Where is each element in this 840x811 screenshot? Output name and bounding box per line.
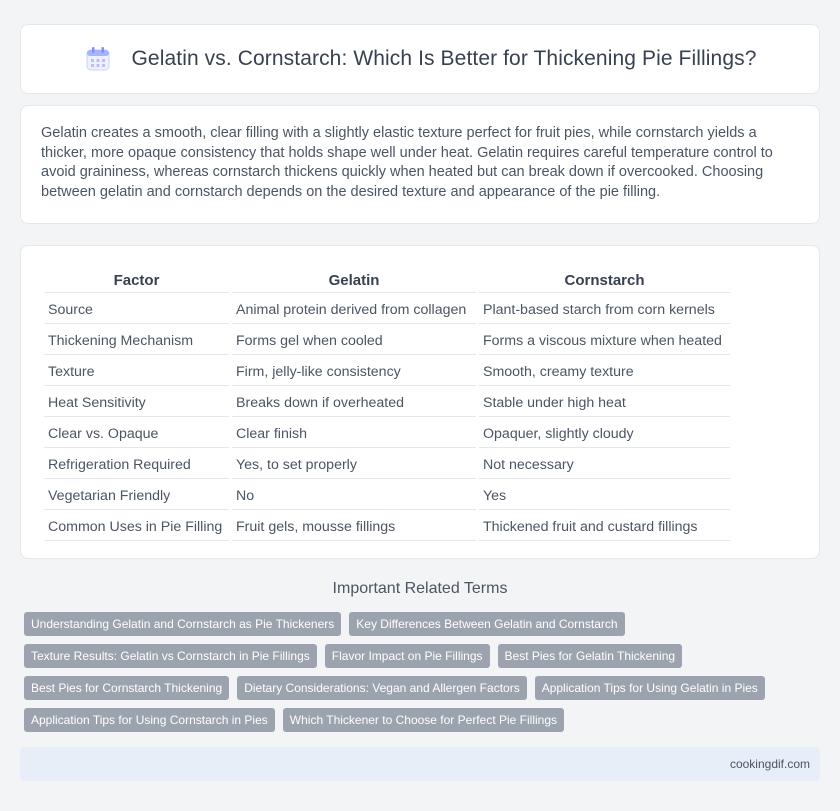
table-row bbox=[44, 513, 730, 541]
table-cell: Fruit gels, mousse fillings bbox=[232, 513, 476, 541]
related-term-tag[interactable]: Flavor Impact on Pie Fillings bbox=[325, 644, 490, 668]
related-term-tag[interactable]: Application Tips for Using Cornstarch in Pies bbox=[24, 708, 275, 732]
table-cell: Forms gel when cooled bbox=[232, 327, 476, 355]
table-cell: Refrigeration Required bbox=[44, 451, 229, 479]
related-term-tag[interactable]: Best Pies for Cornstarch Thickening bbox=[24, 676, 229, 700]
related-term-tag[interactable]: Best Pies for Gelatin Thickening bbox=[498, 644, 683, 668]
comparison-table bbox=[41, 266, 733, 544]
tag-row bbox=[24, 612, 804, 636]
related-term-tag[interactable]: Texture Results: Gelatin vs Cornstarch in Pie Fillings bbox=[24, 644, 317, 668]
table-cell: Forms a viscous mixture when heated bbox=[479, 327, 730, 355]
related-term-tag[interactable]: Which Thickener to Choose for Perfect Pie Fillings bbox=[283, 708, 564, 732]
column-header-cornstarch: Cornstarch bbox=[479, 269, 730, 293]
header-card bbox=[20, 24, 820, 94]
tag-row bbox=[24, 676, 804, 700]
intro-text: Gelatin creates a smooth, clear filling with a slightly elastic texture perfect for fruit pies, while cornstarch yields a thicker, more opaque consistency that holds shape well under heat. Gelatin requires careful temperature control to avoid graininess, whereas cornstarch thickens quickly when heated but can break down if overcooked. Choosing between gelatin and cornstarch depends on the desired texture and appearance of the pie filling. bbox=[41, 125, 773, 200]
table-cell: Source bbox=[44, 296, 229, 324]
table-cell: No bbox=[232, 482, 476, 510]
table-cell: Clear finish bbox=[232, 420, 476, 448]
table-cell: Common Uses in Pie Filling bbox=[44, 513, 229, 541]
table-row bbox=[44, 451, 730, 479]
table-cell: Firm, jelly-like consistency bbox=[232, 358, 476, 386]
tag-row bbox=[24, 644, 804, 668]
intro-card bbox=[20, 105, 820, 224]
tag-row bbox=[24, 708, 804, 732]
table-cell: Heat Sensitivity bbox=[44, 389, 229, 417]
table-cell: Yes, to set properly bbox=[232, 451, 476, 479]
related-terms-title: Important Related Terms bbox=[332, 580, 508, 597]
table-row bbox=[44, 327, 730, 355]
related-terms-list bbox=[24, 612, 804, 740]
table-cell: Stable under high heat bbox=[479, 389, 730, 417]
related-term-tag[interactable]: Application Tips for Using Gelatin in Pies bbox=[535, 676, 765, 700]
table-row bbox=[44, 389, 730, 417]
table-cell: Thickened fruit and custard fillings bbox=[479, 513, 730, 541]
table-cell: Plant-based starch from corn kernels bbox=[479, 296, 730, 324]
table-cell: Vegetarian Friendly bbox=[44, 482, 229, 510]
page-title: Gelatin vs. Cornstarch: Which Is Better for Thickening Pie Fillings? bbox=[131, 47, 757, 70]
column-header-gelatin: Gelatin bbox=[232, 269, 476, 293]
table-cell: Not necessary bbox=[479, 451, 730, 479]
footer-site[interactable]: cookingdif.com bbox=[729, 757, 810, 771]
table-cell: Breaks down if overheated bbox=[232, 389, 476, 417]
table-row bbox=[44, 296, 730, 324]
related-term-tag[interactable]: Dietary Considerations: Vegan and Allergen Factors bbox=[237, 676, 527, 700]
table-row bbox=[44, 420, 730, 448]
table-header-row bbox=[44, 269, 730, 293]
comparison-card bbox=[20, 245, 820, 559]
table-cell: Opaquer, slightly cloudy bbox=[479, 420, 730, 448]
table-cell: Texture bbox=[44, 358, 229, 386]
footer bbox=[20, 747, 820, 781]
column-header-factor: Factor bbox=[44, 269, 229, 293]
related-term-tag[interactable]: Understanding Gelatin and Cornstarch as Pie Thickeners bbox=[24, 612, 341, 636]
table-row bbox=[44, 358, 730, 386]
table-cell: Thickening Mechanism bbox=[44, 327, 229, 355]
related-term-tag[interactable]: Key Differences Between Gelatin and Cornstarch bbox=[349, 612, 624, 636]
table-cell: Clear vs. Opaque bbox=[44, 420, 229, 448]
table-cell: Yes bbox=[479, 482, 730, 510]
table-cell: Smooth, creamy texture bbox=[479, 358, 730, 386]
table-row bbox=[44, 482, 730, 510]
calendar-icon bbox=[84, 45, 112, 73]
table-cell: Animal protein derived from collagen bbox=[232, 296, 476, 324]
